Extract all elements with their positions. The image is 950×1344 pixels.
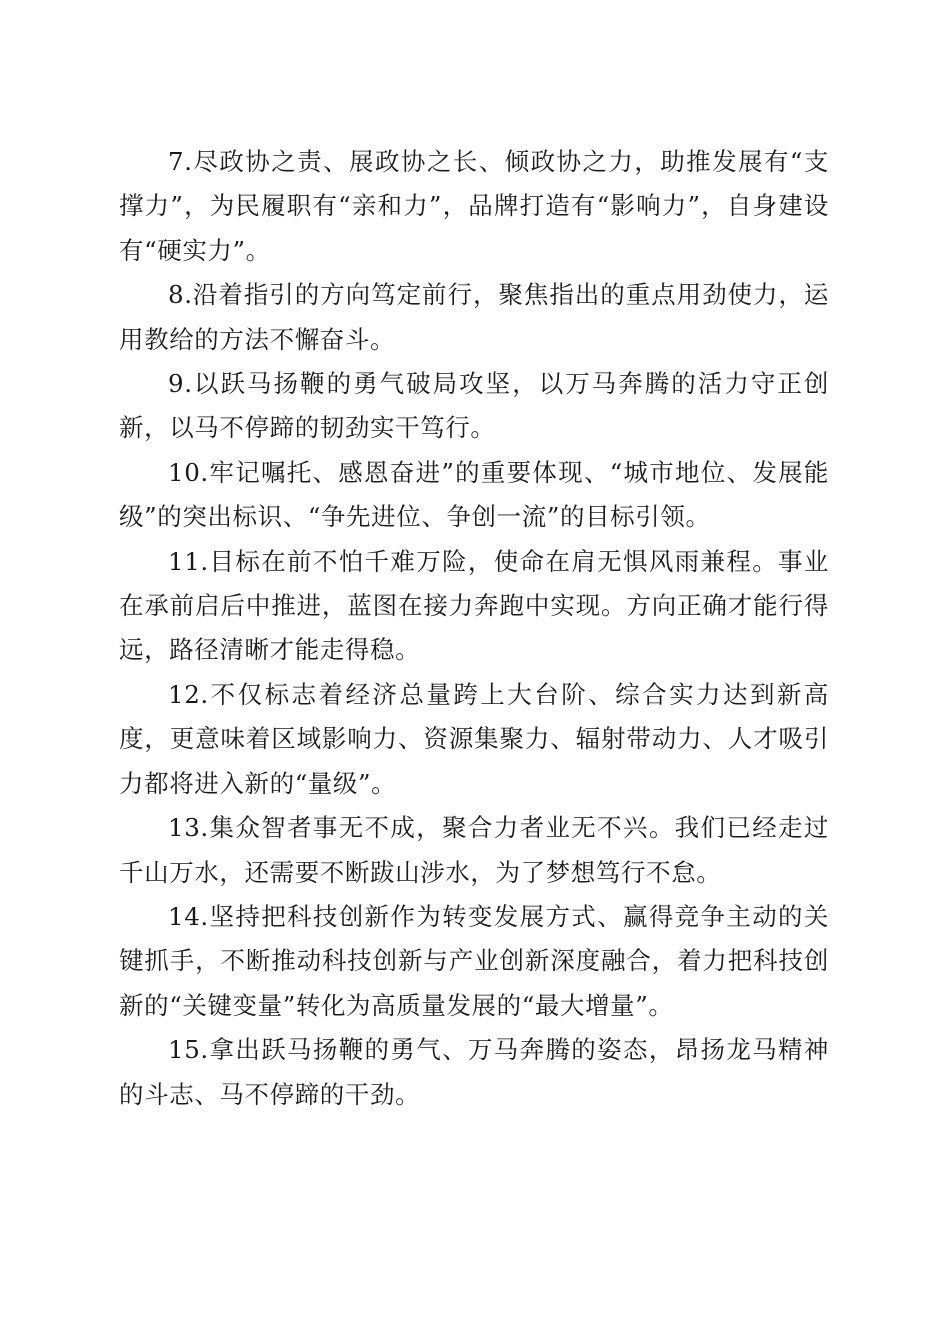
- paragraph-10: 10.牢记嘱托、感恩奋进”的重要体现、“城市地位、发展能级”的突出标识、“争先进位、争创一流”的目标引领。: [119, 457, 829, 532]
- paragraph-11: 11.目标在前不怕千难万险，使命在肩无惧风雨兼程。事业在承前启后中推进，蓝图在接力奔跑中实现。方向正确才能行得远，路径清晰才能走得稳。: [119, 546, 829, 665]
- paragraph-12: 12.不仅标志着经济总量跨上大台阶、综合实力达到新高度，更意味着区域影响力、资源集聚力、辐射带动力、人才吸引力都将进入新的“量级”。: [119, 679, 829, 798]
- paragraph-13: 13.集众智者事无不成，聚合力者业无不兴。我们已经走过千山万水，还需要不断跋山涉水，为了梦想笃行不怠。: [119, 813, 829, 887]
- paragraph-8: 8.沿着指引的方向笃定前行，聚焦指出的重点用劲使力，运用教给的方法不懈奋斗。: [119, 280, 829, 354]
- paragraph-15: 15.拿出跃马扬鞭的勇气、万马奔腾的姿态，昂扬龙马精神的斗志、马不停蹄的干劲。: [119, 1035, 829, 1109]
- paragraph-7: 7.尽政协之责、展政协之长、倾政协之力，助推发展有“支撑力”，为民履职有“亲和力”，品牌打造有“影响力”，自身建设有“硬实力”。: [119, 147, 829, 265]
- paragraph-14: 14.坚持把科技创新作为转变发展方式、赢得竞争主动的关键抓手，不断推动科技创新与产业创新深度融合，着力把科技创新的“关键变量”转化为高质量发展的“最大增量”。: [119, 901, 829, 1020]
- paragraph-9: 9.以跃马扬鞭的勇气破局攻坚，以万马奔腾的活力守正创新，以马不停蹄的韧劲实干笃行。: [119, 369, 829, 443]
- document-body: [119, 140, 829, 1117]
